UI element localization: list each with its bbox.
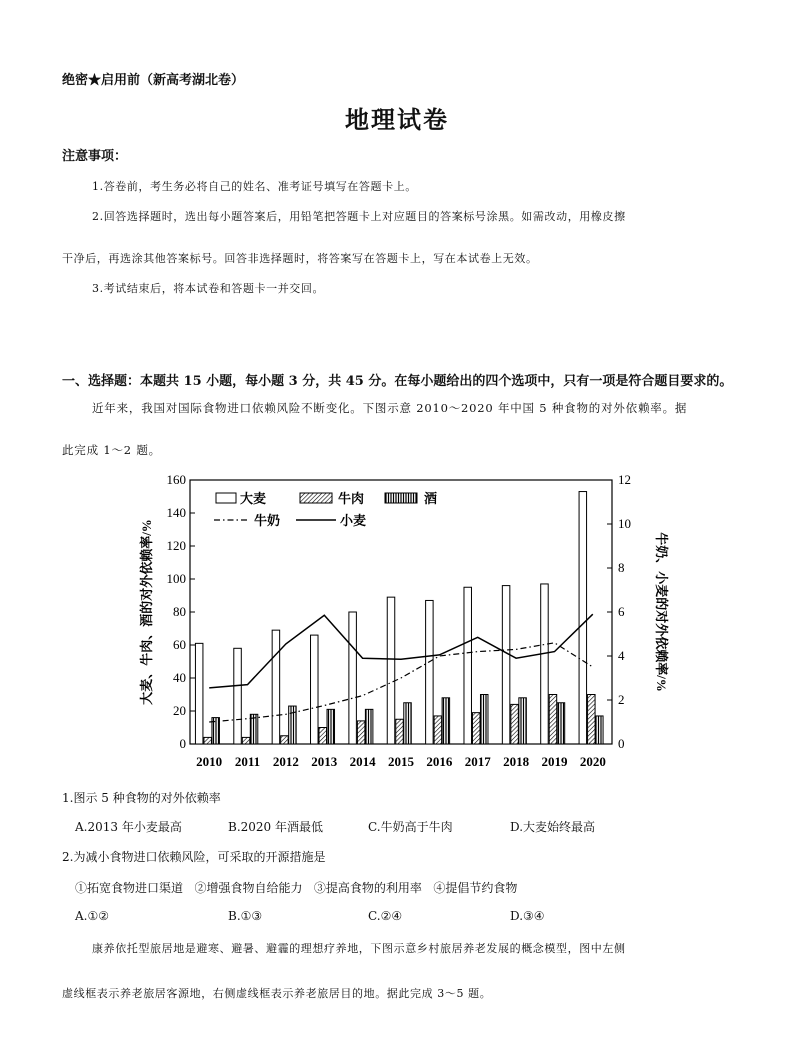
bar-barley xyxy=(195,643,203,744)
left-axis-tick-label: 20 xyxy=(173,703,186,718)
x-axis-tick-label: 2019 xyxy=(541,754,568,769)
right-axis-tick-label: 10 xyxy=(618,516,631,531)
x-axis-tick-label: 2016 xyxy=(426,754,453,769)
bar-barley xyxy=(311,635,319,744)
line-wheat xyxy=(209,614,593,688)
question-1-option-c: C.牛奶高于牛肉 xyxy=(368,820,453,834)
bar-barley xyxy=(272,630,280,744)
question-1-option-b: B.2020 年酒最低 xyxy=(228,820,323,834)
bar-barley xyxy=(464,587,472,744)
notice-item-1: 1.答卷前，考生务必将自己的姓名、准考证号填写在答题卡上。 xyxy=(92,180,417,193)
bar-beef xyxy=(434,716,442,744)
question-2-option-b: B.①③ xyxy=(228,909,263,923)
bar-barley xyxy=(502,586,510,744)
right-axis-tick-label: 4 xyxy=(618,648,625,663)
bar-beef xyxy=(242,737,250,744)
right-axis-tick-label: 12 xyxy=(618,472,631,487)
bar-barley xyxy=(234,648,242,744)
left-axis-tick-label: 140 xyxy=(166,505,186,520)
legend-label-liquor: 酒 xyxy=(424,491,438,506)
legend-swatch-liquor xyxy=(385,493,417,503)
left-axis-tick-label: 80 xyxy=(173,604,186,619)
question-2-option-a: A.①② xyxy=(75,909,109,923)
bar-liquor xyxy=(557,703,565,744)
left-axis-tick-label: 40 xyxy=(173,670,186,685)
question-1-option-a: A.2013 年小麦最高 xyxy=(75,820,182,834)
bar-liquor xyxy=(519,698,527,744)
legend-label-beef: 牛肉 xyxy=(338,491,365,506)
left-axis-tick-label: 160 xyxy=(166,472,186,487)
legend-swatch-beef xyxy=(300,493,332,503)
right-axis-label: 牛奶、小麦的对外依赖率/% xyxy=(654,532,669,692)
x-axis-tick-label: 2013 xyxy=(311,754,338,769)
bar-liquor xyxy=(442,698,450,744)
left-axis-tick-label: 0 xyxy=(179,736,186,751)
bar-barley xyxy=(387,597,395,744)
bar-liquor xyxy=(596,716,604,744)
bar-liquor xyxy=(365,709,373,744)
legend-label-milk: 牛奶 xyxy=(254,513,281,528)
legend-label-wheat: 小麦 xyxy=(340,513,367,528)
legend-label-barley: 大麦 xyxy=(240,491,267,506)
bar-barley xyxy=(349,612,357,744)
bar-barley xyxy=(426,600,434,744)
x-axis-tick-label: 2018 xyxy=(503,754,530,769)
bar-liquor xyxy=(327,709,335,744)
bar-beef xyxy=(204,737,212,744)
bar-beef xyxy=(396,719,404,744)
intro-line-1: 近年来，我国对国际食物进口依赖风险不断变化。下图示意 2010～2020 年中国 5 种食物的对外依赖率。据 xyxy=(92,401,688,415)
section-1-heading: 一、选择题：本题共 15 小题，每小题 3 分，共 45 分。在每小题给出的四个选项中，只有一项是符合题目要求的。 xyxy=(62,374,733,389)
left-axis-tick-label: 60 xyxy=(173,637,186,652)
question-1-stem: 1.图示 5 种食物的对外依赖率 xyxy=(62,791,221,805)
left-axis-tick-label: 120 xyxy=(166,538,186,553)
question-2-option-d: D.③④ xyxy=(510,909,545,923)
notice-item-3: 3.考试结束后，将本试卷和答题卡一并交回。 xyxy=(92,282,325,295)
x-axis-tick-label: 2014 xyxy=(349,754,376,769)
bar-liquor xyxy=(404,703,412,744)
question-1-option-d: D.大麦始终最高 xyxy=(510,820,596,834)
x-axis-tick-label: 2017 xyxy=(464,754,491,769)
intro-line-2: 此完成 1～2 题。 xyxy=(62,443,161,457)
bar-beef xyxy=(281,736,289,744)
x-axis-tick-label: 2020 xyxy=(579,754,606,769)
question-2-option-c: C.②④ xyxy=(368,909,403,923)
question-2-stem: 2.为减小食物进口依赖风险，可采取的开源措施是 xyxy=(62,850,326,864)
bar-barley xyxy=(541,584,549,744)
bar-beef xyxy=(319,728,327,745)
confidential-header: 绝密★启用前（新高考湖北卷） xyxy=(62,73,245,88)
notice-heading: 注意事项： xyxy=(62,149,128,164)
right-axis-tick-label: 2 xyxy=(618,692,625,707)
bar-beef xyxy=(588,695,596,745)
bar-beef xyxy=(511,704,519,744)
left-axis-tick-label: 100 xyxy=(166,571,186,586)
legend-swatch-barley xyxy=(216,493,236,503)
bar-beef xyxy=(357,721,365,744)
right-axis-tick-label: 6 xyxy=(618,604,625,619)
exam-title: 地理试卷 xyxy=(345,105,449,134)
right-axis-tick-label: 0 xyxy=(618,736,625,751)
bar-barley xyxy=(579,492,587,744)
x-axis-tick-label: 2015 xyxy=(388,754,414,769)
x-axis-tick-label: 2012 xyxy=(272,754,299,769)
left-axis-label: 大麦、牛肉、酒的对外依赖率/% xyxy=(139,519,154,705)
passage-2-line-2: 虚线框表示养老旅居客源地，右侧虚线框表示养老旅居目的地。据此完成 3～5 题。 xyxy=(62,987,492,1000)
bar-beef xyxy=(472,713,480,744)
bar-beef xyxy=(549,695,557,745)
bar-liquor xyxy=(480,695,488,745)
notice-item-2-line-2: 干净后，再选涂其他答案标号。回答非选择题时，将答案写在答题卡上，写在本试卷上无效。 xyxy=(62,252,538,265)
x-axis-tick-label: 2010 xyxy=(196,754,223,769)
right-axis-tick-label: 8 xyxy=(618,560,625,575)
notice-item-2-line-1: 2.回答选择题时，选出每小题答案后，用铅笔把答题卡上对应题目的答案标号涂黑。如需改动，用橡皮擦 xyxy=(92,210,626,223)
x-axis-tick-label: 2011 xyxy=(234,754,261,769)
question-2-measures: ①拓宽食物进口渠道 ②增强食物自给能力 ③提高食物的利用率 ④提倡节约食物 xyxy=(75,881,518,895)
passage-2-line-1: 康养依托型旅居地是避寒、避暑、避霾的理想疗养地，下图示意乡村旅居养老发展的概念模型，图中左侧 xyxy=(92,942,626,955)
